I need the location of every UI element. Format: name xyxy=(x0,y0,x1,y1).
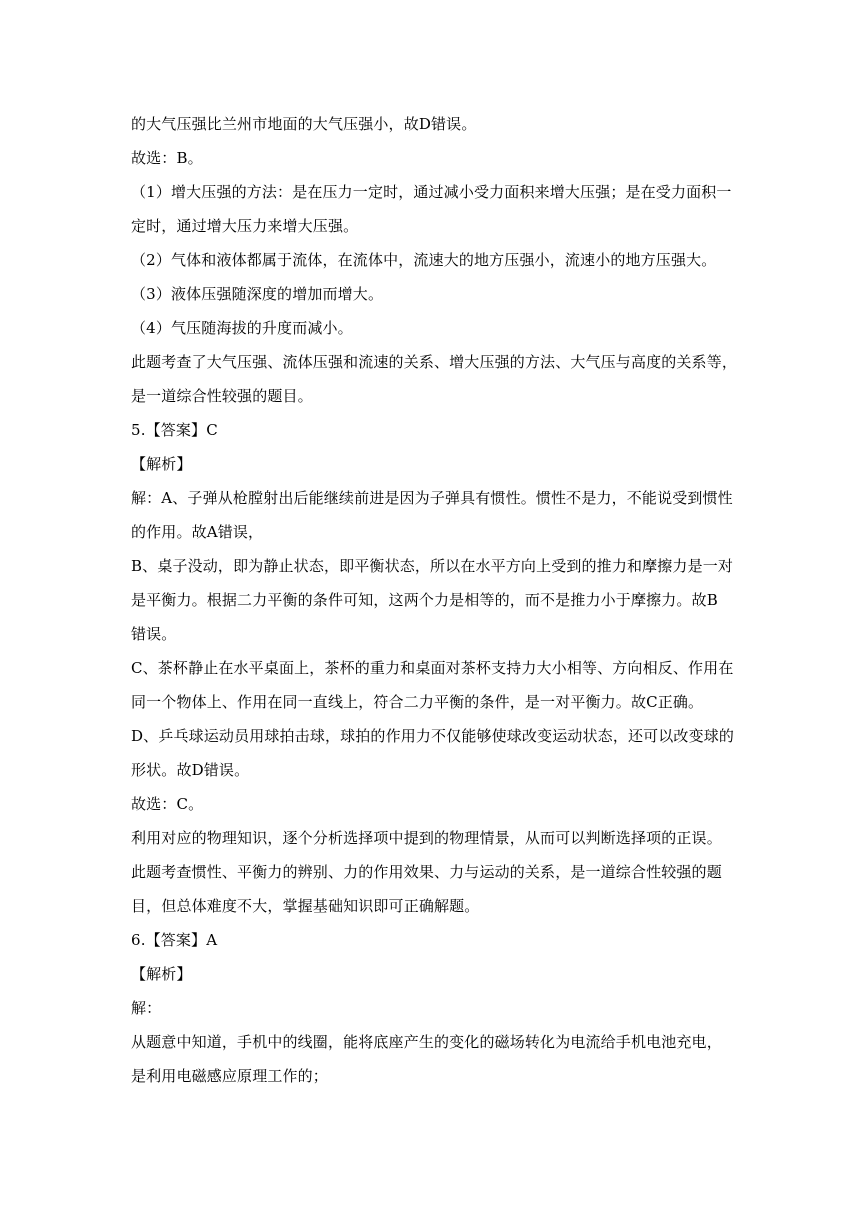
text-line: 解：A、子弹从枪膛射出后能继续前进是因为子弹具有惯性。惯性不是力，不能说受到惯性 xyxy=(131,489,733,507)
text-line: （1）增大压强的方法：是在压力一定时，通过减小受力面积来增大压强；是在受力面积一 xyxy=(131,183,732,201)
text-line: 故选：C。 xyxy=(131,795,204,813)
text-line: 形状。故D错误。 xyxy=(131,761,250,779)
text-line: 是一道综合性较强的题目。 xyxy=(131,387,313,405)
answer-heading: 5.【答案】C xyxy=(131,421,218,439)
text-line: 是利用电磁感应原理工作的； xyxy=(131,1067,328,1085)
text-line: （4）气压随海拔的升度而减小。 xyxy=(131,319,353,337)
text-line: 目，但总体难度不大，掌握基础知识即可正确解题。 xyxy=(131,897,480,915)
text-line: D、乒乓球运动员用球拍击球，球拍的作用力不仅能够使球改变运动状态，还可以改变球的 xyxy=(131,727,735,745)
analysis-heading: 【解析】 xyxy=(131,965,192,983)
text-line: 的大气压强比兰州市地面的大气压强小，故D错误。 xyxy=(131,115,477,133)
text-line: 的作用。故A错误， xyxy=(131,523,264,541)
text-line: 利用对应的物理知识，逐个分析选择项中提到的物理情景，从而可以判断选择项的正误。 xyxy=(131,829,722,847)
analysis-heading: 【解析】 xyxy=(131,455,192,473)
text-line: （3）液体压强随深度的增加而增大。 xyxy=(131,285,384,303)
text-line: 故选：B。 xyxy=(131,149,203,167)
answer-heading: 6.【答案】A xyxy=(131,931,218,949)
text-line: 此题考查了大气压强、流体压强和流速的关系、增大压强的方法、大气压与高度的关系等， xyxy=(131,353,738,371)
text-line: 是平衡力。根据二力平衡的条件可知，这两个力是相等的，而不是推力小于摩擦力。故B xyxy=(131,591,718,609)
text-line: 定时，通过增大压力来增大压强。 xyxy=(131,217,359,235)
text-line: 解： xyxy=(131,999,162,1017)
text-line: 此题考查惯性、平衡力的辨别、力的作用效果、力与运动的关系，是一道综合性较强的题 xyxy=(131,863,722,881)
text-line: 从题意中知道，手机中的线圈，能将底座产生的变化的磁场转化为电流给手机电池充电， xyxy=(131,1033,722,1051)
text-line: C、茶杯静止在水平桌面上，茶杯的重力和桌面对茶杯支持力大小相等、方向相反、作用在 xyxy=(131,659,734,677)
text-line: 错误。 xyxy=(131,625,177,643)
text-line: （2）气体和液体都属于流体，在流体中，流速大的地方压强小，流速小的地方压强大。 xyxy=(131,251,717,269)
text-line: B、桌子没动，即为静止状态，即平衡状态，所以在水平方向上受到的推力和摩擦力是一对 xyxy=(131,557,734,575)
text-line: 同一个物体上、作用在同一直线上，符合二力平衡的条件，是一对平衡力。故C正确。 xyxy=(131,693,704,711)
